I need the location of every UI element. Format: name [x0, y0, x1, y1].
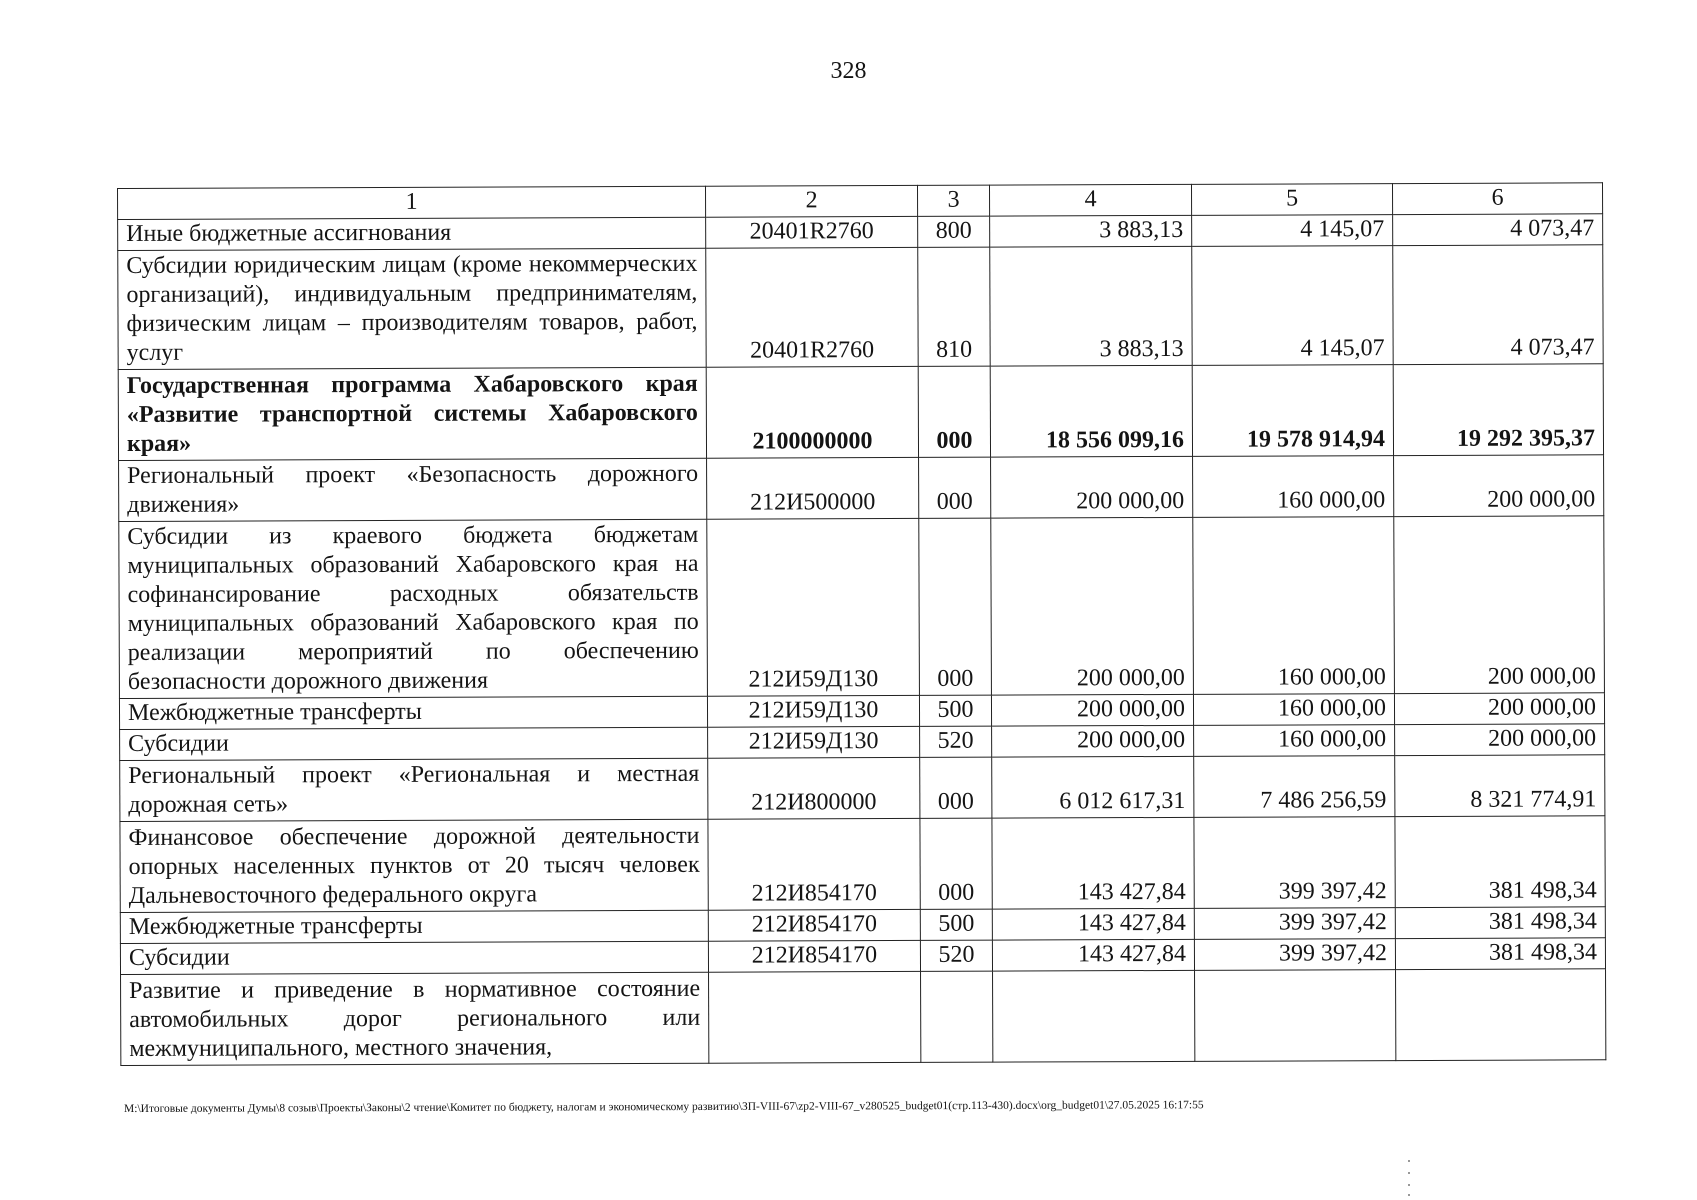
row-kind-cell: 520: [920, 940, 992, 971]
row-value-col6: 4 073,47: [1393, 214, 1603, 246]
row-value-col6: 4 073,47: [1393, 245, 1603, 365]
scan-artifact: [1408, 1172, 1410, 1174]
row-value-col5: 19 578 914,94: [1192, 365, 1393, 457]
row-value-col6: 381 498,34: [1395, 816, 1605, 908]
row-value-col5: 4 145,07: [1192, 246, 1393, 366]
row-value-col4: 3 883,13: [990, 215, 1192, 247]
row-name-cell: Субсидии из краевого бюджета бюджетам муниципальных образований Хабаровского края на софинансирование расходных обязательств муниципальных образований Хабаровского края по реализации мероприятий по обеспечению безопасности дорожного движения: [119, 519, 708, 698]
table-body: [118, 183, 1606, 1066]
row-code-cell: 20401R2760: [706, 216, 918, 248]
column-header-4: 4: [989, 184, 1191, 216]
row-value-col4: 3 883,13: [990, 246, 1192, 366]
row-kind-cell: 000: [919, 518, 992, 695]
table-row: [119, 516, 1605, 699]
column-header-5: 5: [1191, 184, 1392, 216]
row-name-cell: Субсидии: [120, 941, 708, 974]
row-kind-cell: 000: [920, 757, 992, 818]
row-code-cell: 212И854170: [708, 818, 920, 910]
file-path-footer: M:\Итоговые документы Думы\8 созыв\Проекты\Законы\2 чтение\Комитет по бюджету, налогам и экономическому развитию\ЗП-VIII-67\zp2-VIII-67_v280525_budget01(стр.113-430).docx\org_budget01\27.05.2025 16:17:55: [124, 1099, 1204, 1115]
row-name-cell: Субсидии: [120, 727, 708, 760]
scan-artifact: [1408, 1160, 1410, 1162]
row-name-cell: Финансовое обеспечение дорожной деятельности опорных населенных пунктов от 20 тысяч человек Дальневосточного федерального округа: [120, 819, 708, 912]
row-name-cell: Развитие и приведение в нормативное состояние автомобильных дорог регионального или межмуниципального, местного значения,: [121, 972, 709, 1065]
row-code-cell: [709, 971, 921, 1063]
table-row: [121, 969, 1606, 1066]
row-name-cell: Межбюджетные трансферты: [119, 696, 707, 729]
table-row: [119, 455, 1604, 522]
row-value-col6: [1396, 969, 1606, 1061]
row-value-col6: 381 498,34: [1395, 938, 1605, 970]
row-kind-cell: 520: [920, 726, 992, 757]
row-kind-cell: [921, 971, 993, 1062]
scan-artifact: [1408, 1194, 1410, 1196]
column-header-6: 6: [1392, 183, 1602, 215]
row-value-col6: 200 000,00: [1394, 516, 1605, 694]
row-value-col5: 399 397,42: [1194, 939, 1395, 971]
page-number: 328: [830, 58, 867, 84]
row-value-col5: 160 000,00: [1194, 725, 1395, 757]
row-kind-cell: 800: [918, 216, 990, 247]
row-kind-cell: 000: [919, 457, 991, 518]
row-value-col5: [1195, 970, 1396, 1062]
row-value-col4: 200 000,00: [991, 456, 1193, 518]
row-code-cell: 212И854170: [708, 909, 920, 941]
row-value-col6: 19 292 395,37: [1393, 364, 1603, 456]
row-kind-cell: 000: [920, 818, 992, 909]
row-name-cell: Государственная программа Хабаровского края «Развитие транспортной системы Хабаровского края»: [118, 367, 706, 460]
row-code-cell: 212И59Д130: [708, 726, 920, 758]
table-row: [118, 245, 1603, 370]
budget-table: [117, 182, 1606, 1066]
row-code-cell: 212И59Д130: [707, 695, 919, 727]
row-code-cell: 212И59Д130: [707, 518, 920, 696]
row-value-col6: 8 321 774,91: [1395, 755, 1605, 817]
row-code-cell: 212И500000: [707, 457, 919, 519]
column-header-1: 1: [118, 186, 706, 219]
row-value-col6: 200 000,00: [1395, 724, 1605, 756]
row-value-col6: 381 498,34: [1395, 907, 1605, 939]
row-code-cell: 20401R2760: [706, 247, 918, 367]
row-kind-cell: 500: [920, 909, 992, 940]
table-row: [118, 364, 1603, 461]
row-name-cell: Иные бюджетные ассигнования: [118, 217, 706, 250]
row-value-col5: 7 486 256,59: [1194, 756, 1395, 818]
row-value-col6: 200 000,00: [1394, 693, 1604, 725]
row-value-col5: 399 397,42: [1194, 817, 1395, 909]
row-value-col5: 4 145,07: [1192, 215, 1393, 247]
row-name-cell: Региональный проект «Региональная и местная дорожная сеть»: [120, 758, 708, 821]
row-code-cell: 2100000000: [706, 366, 918, 458]
row-value-col5: 160 000,00: [1193, 694, 1394, 726]
row-value-col4: 200 000,00: [991, 517, 1194, 695]
table-row: [120, 816, 1605, 913]
table-row: [120, 755, 1605, 822]
row-name-cell: Субсидии юридическим лицам (кроме некоммерческих организаций), индивидуальным предпринимателям, физическим лицам – производителям товаров, работ, услуг: [118, 248, 706, 369]
row-value-col4: 143 427,84: [992, 939, 1194, 971]
row-value-col5: 399 397,42: [1194, 908, 1395, 940]
row-value-col4: 6 012 617,31: [992, 756, 1194, 818]
row-name-cell: Региональный проект «Безопасность дорожного движения»: [119, 458, 707, 521]
row-value-col4: 18 556 099,16: [990, 365, 1192, 457]
row-value-col4: 200 000,00: [991, 694, 1193, 726]
row-name-cell: Межбюджетные трансферты: [120, 910, 708, 943]
column-header-2: 2: [705, 185, 917, 217]
row-value-col4: 200 000,00: [992, 725, 1194, 757]
row-value-col5: 160 000,00: [1193, 456, 1394, 518]
row-value-col4: 143 427,84: [992, 817, 1194, 909]
scan-artifact: [1408, 1184, 1410, 1186]
row-kind-cell: 500: [919, 695, 991, 726]
row-value-col4: [993, 970, 1195, 1062]
row-value-col5: 160 000,00: [1193, 517, 1395, 695]
row-kind-cell: 810: [918, 247, 990, 366]
row-code-cell: 212И854170: [708, 940, 920, 972]
row-value-col4: 143 427,84: [992, 908, 1194, 940]
row-value-col6: 200 000,00: [1394, 455, 1604, 517]
row-code-cell: 212И800000: [708, 757, 920, 819]
column-header-3: 3: [917, 185, 989, 216]
row-kind-cell: 000: [918, 366, 990, 457]
